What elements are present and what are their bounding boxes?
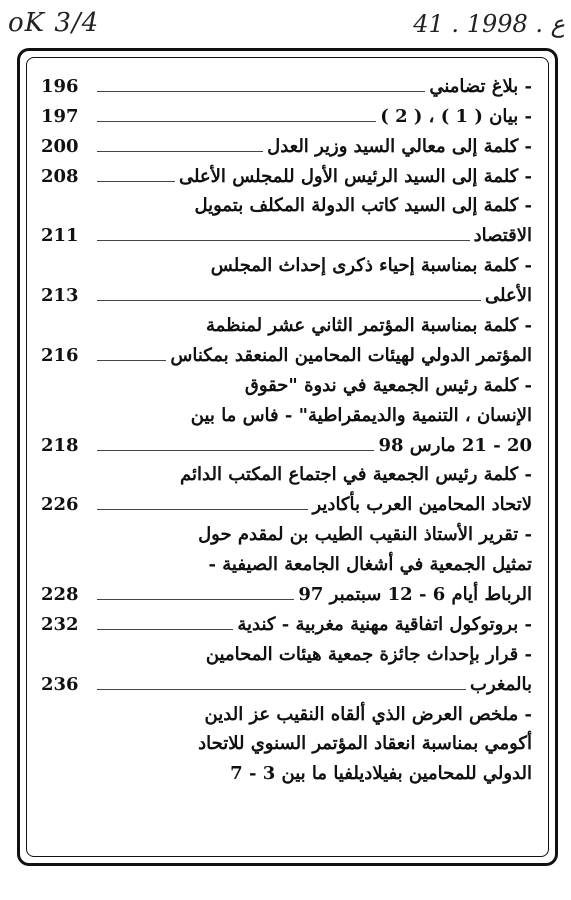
toc-leader-line <box>97 450 374 451</box>
toc-leader-line <box>97 121 376 122</box>
toc-entry <box>41 395 532 425</box>
toc-entry <box>41 96 532 126</box>
toc-entry-text: - كلمة رئيس الجمعية في ندوة "حقوق <box>244 374 532 396</box>
toc-entry <box>41 245 532 275</box>
toc-entry-text: أكومي بمناسبة انعقاد المؤتمر السنوي للاتحاد <box>198 733 532 755</box>
toc-entry-text: - قرار بإحداث جائزة جمعية هيئات المحامين <box>205 643 532 665</box>
toc-page-number: 218 <box>41 434 79 456</box>
toc-entry <box>41 425 532 455</box>
toc-entry-text: - بلاغ تضامني <box>429 75 532 97</box>
toc-entry <box>41 455 532 485</box>
toc-entry-text: - بيان ( 1 ) ، ( 2 ) <box>380 105 532 127</box>
toc-page-number: 197 <box>41 105 79 127</box>
toc-entry-text: 20 - 21 مارس 98 <box>378 434 532 456</box>
toc-leader-line <box>97 689 466 690</box>
toc-entry <box>41 604 532 634</box>
toc-leader-line <box>97 360 166 361</box>
toc-page-number: 226 <box>41 494 79 516</box>
toc-page-number: 236 <box>41 673 79 695</box>
toc-entry <box>41 365 532 395</box>
toc-entry-text: - كلمة إلى السيد الرئيس الأول للمجلس الأعلى <box>178 165 532 187</box>
toc-entry-text: - كلمة بمناسبة إحياء ذكرى إحداث المجلس <box>210 255 532 277</box>
toc-entry-text: الأعلى <box>485 285 532 307</box>
toc-entry-text: - كلمة رئيس الجمعية في اجتماع المكتب الدائم <box>180 464 532 486</box>
toc-entry <box>41 215 532 245</box>
toc-entry <box>41 694 532 724</box>
toc-entry <box>41 186 532 216</box>
toc-entry-text: الرباط أيام 6 - 12 سبتمبر 97 <box>298 584 532 606</box>
toc-entry-text: لاتحاد المحامين العرب بأكادير <box>312 494 532 516</box>
toc-page-number: 228 <box>41 584 79 606</box>
toc-entry-text: - كلمة بمناسبة المؤتمر الثاني عشر لمنظمة <box>206 315 532 337</box>
toc-entry <box>41 275 532 305</box>
toc-entry-text: - تقرير الأستاذ النقيب الطيب بن لمقدم حول <box>198 524 532 546</box>
handwritten-note-right: 41 . ع . 1998 <box>413 10 565 38</box>
toc-entry-text: الإنسان ، التنمية والديمقراطية" - فاس ما بين <box>190 404 532 426</box>
toc-entry-text: تمثيل الجمعية في أشغال الجامعة الصيفية - <box>208 554 532 576</box>
toc-leader-line <box>97 240 470 241</box>
toc-entry-text: الاقتصاد <box>473 225 532 247</box>
toc-entry-text: المؤتمر الدولي لهيئات المحامين المنعقد بمكناس <box>170 344 532 366</box>
toc-entry <box>41 664 532 694</box>
toc-page-number: 196 <box>41 75 79 97</box>
toc-leader-line <box>97 151 263 152</box>
toc-leader-line <box>97 181 175 182</box>
toc-entry-text: بالمغرب <box>470 673 532 695</box>
toc-page-number: 216 <box>41 344 79 366</box>
toc-page-number: 200 <box>41 135 79 157</box>
toc-page-number: 213 <box>41 285 79 307</box>
toc-entry <box>41 484 532 514</box>
toc-page-number: 211 <box>41 225 79 247</box>
toc-entry <box>41 126 532 156</box>
toc-entry <box>41 544 532 574</box>
toc-leader-line <box>97 509 308 510</box>
inner-frame <box>26 57 549 857</box>
table-of-contents <box>41 66 532 783</box>
toc-entry-text: الدولي للمحامين بفيلاديلفيا ما بين 3 - 7 <box>230 763 532 785</box>
toc-entry <box>41 574 532 604</box>
toc-entry-text: - ملخص العرض الذي ألقاه النقيب عز الدين <box>204 703 532 725</box>
toc-entry <box>41 634 532 664</box>
toc-leader-line <box>97 599 294 600</box>
toc-entry <box>41 753 532 783</box>
toc-page-number: 208 <box>41 165 79 187</box>
handwritten-note-left: oK 3/4 <box>8 8 100 38</box>
toc-entry-text: - كلمة إلى معالي السيد وزير العدل <box>267 135 532 157</box>
toc-entry <box>41 335 532 365</box>
toc-entry <box>41 305 532 335</box>
toc-entry <box>41 724 532 754</box>
toc-entry-text: - كلمة إلى السيد كاتب الدولة المكلف بتمويل <box>194 195 532 217</box>
toc-entry <box>41 514 532 544</box>
toc-leader-line <box>97 300 481 301</box>
toc-leader-line <box>97 629 233 630</box>
toc-entry <box>41 66 532 96</box>
toc-page-number: 232 <box>41 613 79 635</box>
toc-leader-line <box>97 91 425 92</box>
toc-entry <box>41 156 532 186</box>
toc-entry-text: - بروتوكول اتفاقية مهنية مغربية - كندية <box>237 613 532 635</box>
